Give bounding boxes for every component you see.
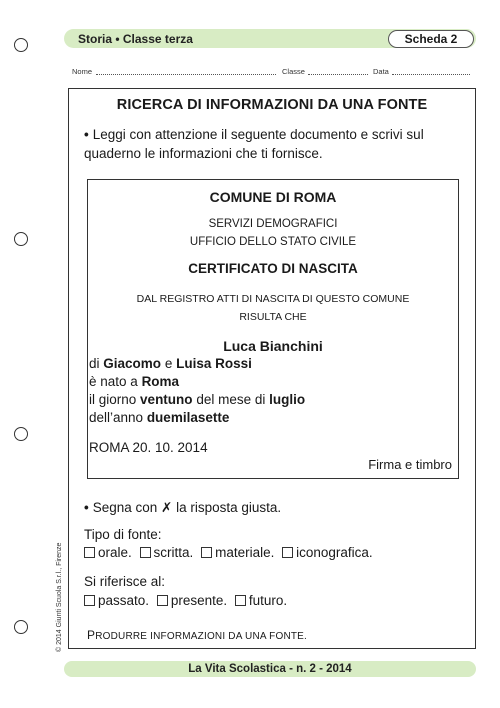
option-written[interactable]: scritta.: [140, 545, 194, 560]
checkbox-icon[interactable]: [157, 595, 168, 606]
certificate-title: CERTIFICATO DI NASCITA: [188, 261, 358, 276]
birthyear-line: dell’anno duemilasette: [89, 410, 230, 425]
name-field[interactable]: [96, 74, 276, 75]
birth-month: luglio: [269, 392, 306, 407]
binder-hole-bottom: [14, 620, 28, 634]
option-future[interactable]: futuro.: [235, 593, 287, 608]
sheet-number-badge: Scheda 2: [388, 30, 474, 48]
time-reference-options: [84, 593, 291, 609]
copyright-notice: © 2014 Giunti Scuola S.r.l., Firenze: [56, 542, 63, 652]
birth-year: duemilasette: [146, 410, 230, 425]
reading-instruction: [84, 125, 474, 163]
checkbox-icon[interactable]: [84, 595, 95, 606]
birthdate-line: il giorno ventuno del mese di luglio: [89, 392, 306, 407]
check-instruction-text: Segna con ✗ la risposta giusta.: [92, 500, 282, 515]
mother-name: Luisa Rossi: [176, 356, 252, 371]
certificate-municipality: COMUNE DI ROMA: [209, 189, 337, 205]
certificate-intro-2: RISULTA CHE: [239, 311, 307, 323]
bullet-icon: •: [84, 500, 89, 515]
binder-hole-lower-middle: [14, 427, 28, 441]
binder-hole-top: [14, 38, 28, 52]
option-material[interactable]: materiale.: [201, 545, 274, 560]
checkbox-icon[interactable]: [201, 547, 212, 558]
check-instruction: [84, 498, 474, 517]
option-past[interactable]: passato.: [84, 593, 149, 608]
class-field[interactable]: [308, 74, 368, 75]
learning-objective: PRODURRE INFORMAZIONI DA UNA FONTE.: [87, 628, 308, 642]
binder-hole-upper-middle: [14, 232, 28, 246]
birth-day: ventuno: [140, 392, 193, 407]
checkbox-icon[interactable]: [140, 547, 151, 558]
parents-line: di Giacomo e Luisa Rossi: [89, 356, 252, 371]
exercise-title: RICERCA DI INFORMAZIONI DA UNA FONTE: [116, 97, 428, 113]
class-label: Classe: [282, 67, 305, 76]
checkbox-icon[interactable]: [235, 595, 246, 606]
option-iconographic[interactable]: iconografica.: [282, 545, 373, 560]
checkbox-icon[interactable]: [84, 547, 95, 558]
place-and-date: ROMA 20. 10. 2014: [89, 440, 208, 455]
certificate-intro-1: DAL REGISTRO ATTI DI NASCITA DI QUESTO COMUNE: [136, 293, 410, 305]
source-type-options: [84, 545, 377, 561]
student-fields: [72, 66, 472, 80]
source-type-label: Tipo di fonte:: [84, 527, 162, 542]
certificate-office-1: SERVIZI DEMOGRAFICI: [208, 218, 338, 230]
bullet-icon: •: [84, 127, 89, 142]
checkbox-icon[interactable]: [282, 547, 293, 558]
father-name: Giacomo: [103, 356, 162, 371]
child-name: Luca Bianchini: [223, 338, 323, 354]
date-label: Data: [373, 67, 389, 76]
date-field[interactable]: [392, 74, 470, 75]
reading-instruction-text: Leggi con attenzione il seguente documento e scrivi sul quaderno le informazioni che ti fornisce.: [84, 127, 424, 161]
birthplace: Roma: [141, 374, 180, 389]
birthplace-line: è nato a Roma: [89, 374, 180, 389]
time-reference-label: Si riferisce al:: [84, 574, 166, 589]
option-oral[interactable]: orale.: [84, 545, 132, 560]
signature-and-stamp: Firma e timbro: [368, 457, 452, 472]
subject-title: Storia • Classe terza: [78, 32, 193, 46]
magazine-footer: La Vita Scolastica - n. 2 - 2014: [64, 661, 476, 677]
name-label: Nome: [72, 67, 93, 76]
option-present[interactable]: presente.: [157, 593, 227, 608]
certificate-office-2: UFFICIO DELLO STATO CIVILE: [189, 236, 357, 248]
